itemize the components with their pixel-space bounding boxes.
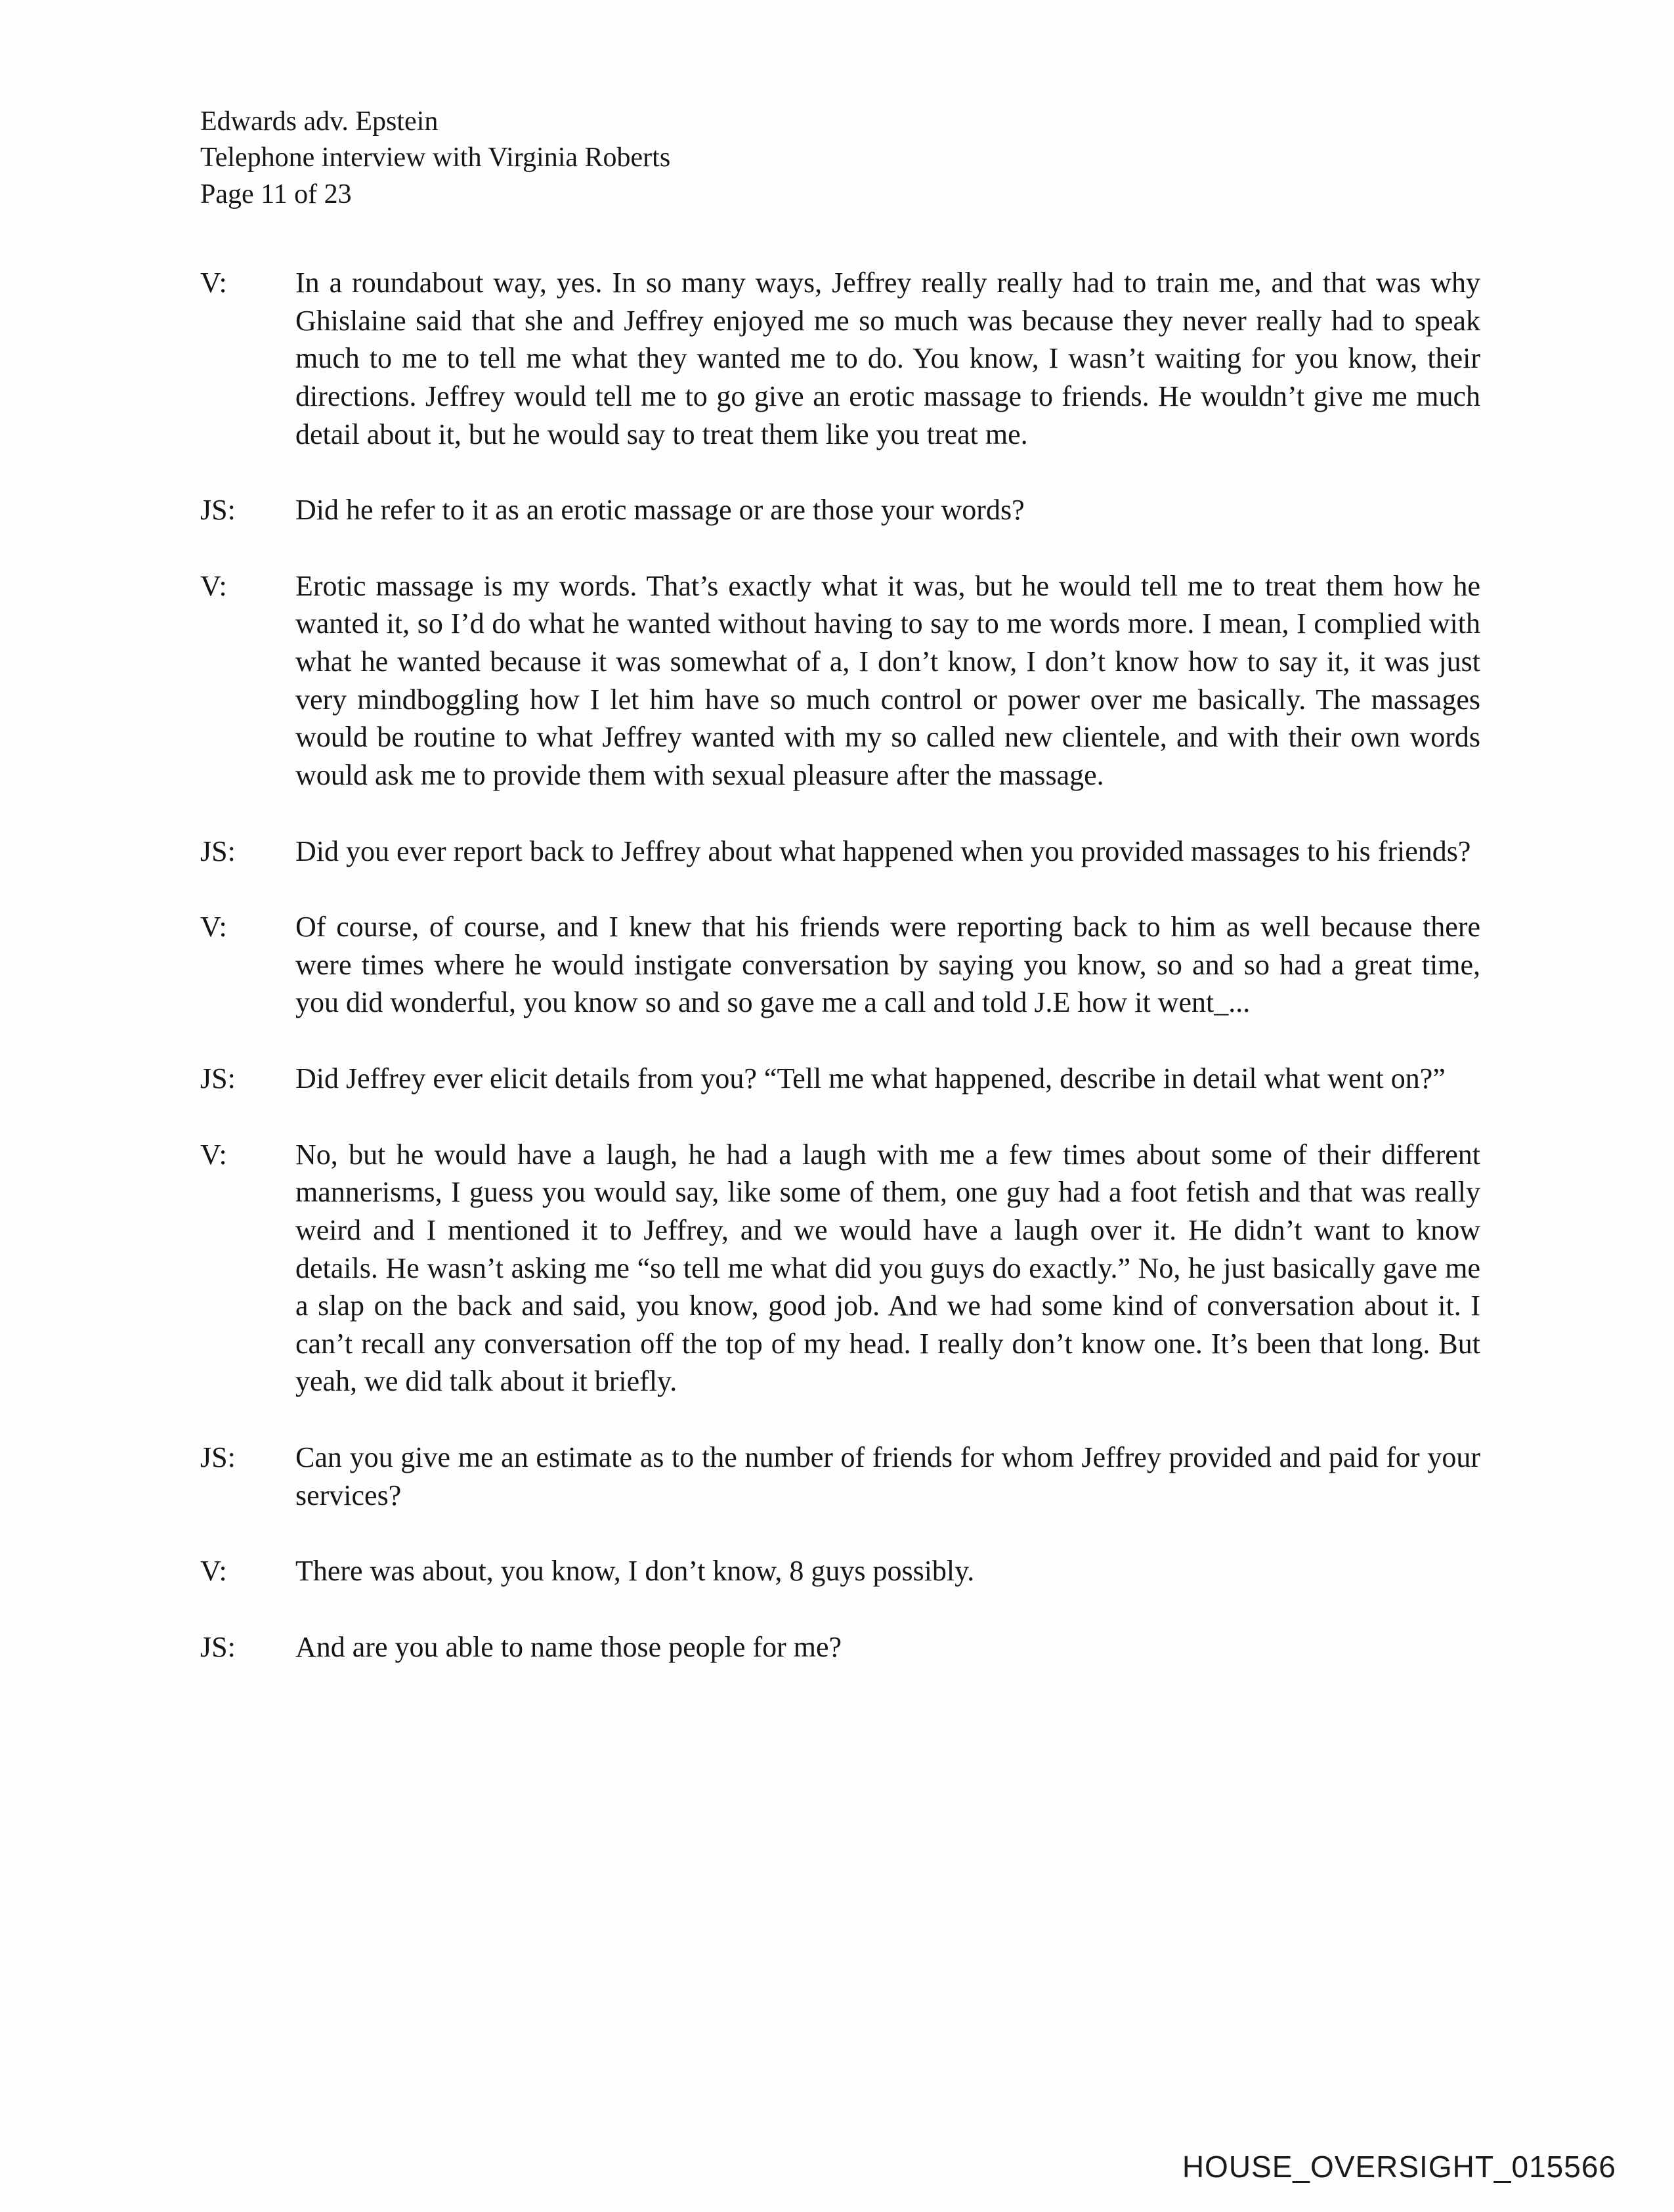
speech-text: There was about, you know, I don’t know, 8 guys possibly. [295,1555,975,1588]
speaker-label: V: [200,267,227,299]
bates-stamp: HOUSE_OVERSIGHT_015566 [1182,2150,1616,2184]
speech-text: No, but he would have a laugh, he had a laugh with me a few times about some of their different mannerisms, I guess you would say, like some of them, one guy had a foot fetish and that was really weird and I mentioned it to Jeffrey, and we would have a laugh over it. He didn’t want to know details. He wasn’t asking me “so tell me what did you guys do exactly.” No, he just basically gave me a slap on the back and said, you know, good job. And we had some kind of conversation about it. I can’t recall any conversation off the top of my head. I really don’t know one. It’s been that long. But yeah, we did talk about it briefly. [295,1138,1480,1398]
speech-text: And are you able to name those people for me? [295,1630,842,1663]
qa-row [200,567,1484,794]
speaker-label: JS: [200,1630,236,1663]
qa-row [200,264,1484,453]
speaker-label: JS: [200,494,236,527]
qa-row [200,1552,1484,1590]
qa-row [200,908,1484,1022]
speaker-label: V: [200,1138,227,1171]
header-case-line: Edwards adv. Epstein [200,106,439,137]
qa-row [200,1439,1484,1514]
qa-row [200,1060,1484,1098]
qa-row [200,491,1484,529]
speaker-label: JS: [200,835,236,867]
speech-text: Did he refer to it as an erotic massage or are those your words? [295,494,1025,527]
qa-row [200,833,1484,871]
speaker-label: JS: [200,1062,236,1095]
speaker-label: JS: [200,1441,236,1473]
speech-text: In a roundabout way, yes. In so many ways, Jeffrey really really had to train me, and that was why Ghislaine said that she and Jeffrey enjoyed me so much was because they never really had to speak much to me to tell me what they wanted me to do. You know, I wasn’t waiting for you know, their directions. Jeffrey would tell me to go give an erotic massage to friends. He wouldn’t give me much detail about it, but he would say to treat them like you treat me. [295,267,1480,450]
header-page-number: Page 11 of 23 [200,179,352,209]
document-header [200,104,670,213]
speech-text: Did Jeffrey ever elicit details from you? “Tell me what happened, describe in detail what went on?” [295,1062,1446,1095]
qa-row [200,1628,1484,1666]
speaker-label: V: [200,569,227,602]
qa-row [200,1136,1484,1400]
header-subtitle-line: Telephone interview with Virginia Roberts [200,142,671,173]
speech-text: Did you ever report back to Jeffrey about what happened when you provided massages to his friends? [295,835,1471,867]
speech-text: Can you give me an estimate as to the number of friends for whom Jeffrey provided and paid for your services? [295,1441,1480,1511]
transcript [200,264,1484,1704]
speaker-label: V: [200,911,227,943]
speech-text: Erotic massage is my words. That’s exactly what it was, but he would tell me to treat them how he wanted it, so I’d do what he wanted without having to say to me words more. I mean, I complied with what he wanted because it was somewhat of a, I don’t know, I don’t know how to say it, it was just very mindboggling how I let him have so much control or power over me basically. The massages would be routine to what Jeffrey wanted with my so called new clientele, and with their own words would ask me to provide them with sexual pleasure after the massage. [295,569,1480,791]
speech-text: Of course, of course, and I knew that his friends were reporting back to him as well because there were times where he would instigate conversation by saying you know, so and so had a great time, you did wonderful, you know so and so gave me a call and told J.E how it went_... [295,911,1480,1019]
speaker-label: V: [200,1555,227,1588]
